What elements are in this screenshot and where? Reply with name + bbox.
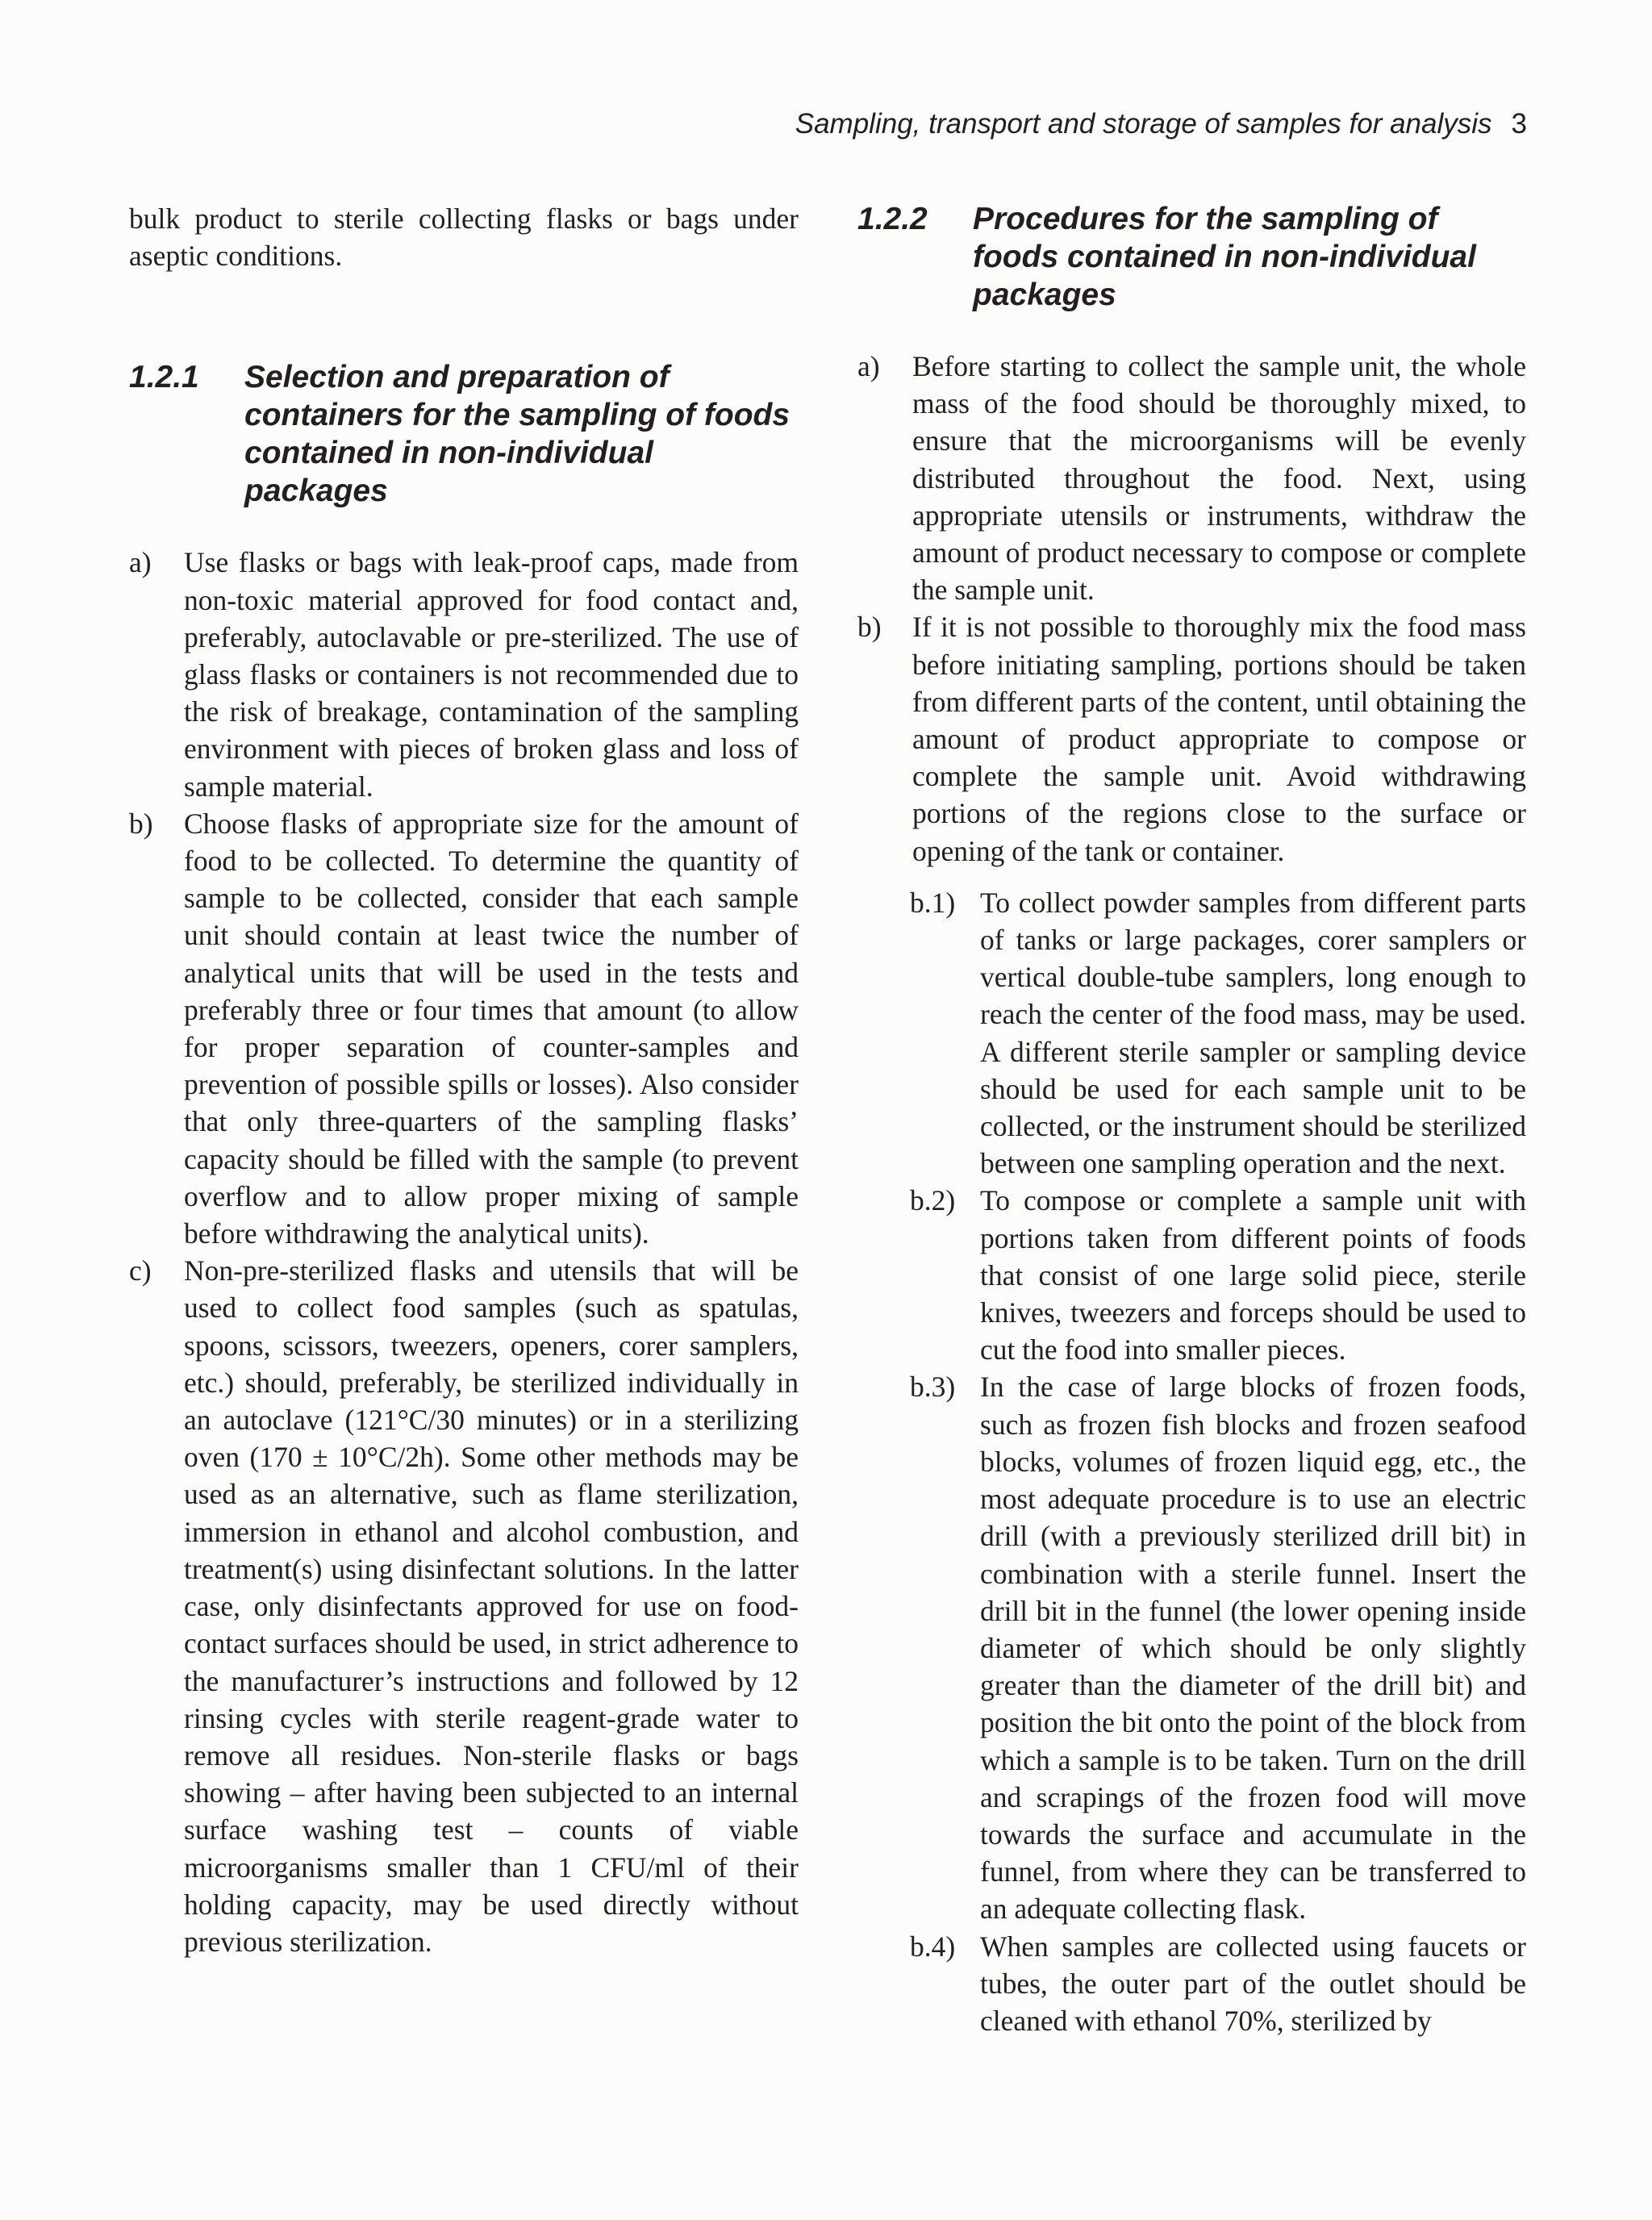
list-item <box>129 805 799 1252</box>
list-item-text: Non-pre-sterilized flasks and utensils that will be used to collect food samples (such as spatulas, spoons, scissors, tweezers, openers, corer samplers, etc.) should, preferably, be sterilized individually in an autoclave (121°C/30 minutes) or in a sterilizing oven (170 ± 10°C/2h). Some other methods may be used as an alternative, such as flame sterilization, immersion in ethanol and alcohol combustion, and treatment(s) using disinfectant solutions. In the latter case, only disinfectants approved for use on food-contact surfaces should be used, in strict adherence to the manufacturer’s instructions and followed by 12 rinsing cycles with sterile reagent-grade water to remove all residues. Non-sterile flasks or bags showing – after having been subjected to an internal surface washing test – counts of viable microorganisms smaller than 1 CFU/ml of their holding capacity, may be used directly without previous sterilization. <box>184 1254 799 1958</box>
running-head <box>795 108 1527 140</box>
list-item-text: Choose flasks of appropriate size for the amount of food to be collected. To determine the quantity of sample to be collected, consider that each sample unit should contain at least twice the number of analytical units that will be used in the tests and preferably three or four times that amount (to allow for proper separation of counter-samples and prevention of possible spills or losses). Also consider that only three-quarters of the sampling flasks’ capacity should be filled with the sample (to prevent overflow and to allow proper mixing of sample before withdrawing the analytical units). <box>184 807 799 1250</box>
sub-list-item-label: b.2) <box>910 1184 956 1217</box>
sub-list-item-text: When samples are collected using faucets or tubes, the outer part of the outlet should be cleaned with ethanol 70%, sterilized by <box>980 1930 1526 2037</box>
page-number: 3 <box>1511 108 1527 140</box>
section-number: 1.2.2 <box>857 202 928 236</box>
sub-list-item-label: b.4) <box>910 1930 956 1963</box>
sub-list-item-text: In the case of large blocks of frozen foods, such as frozen fish blocks and frozen seafood blocks, volumes of frozen liquid egg, etc., the most adequate procedure is to use an electric drill (with a previously sterilized drill bit) in combination with a sterile funnel. Insert the drill bit in the funnel (the lower opening inside diameter of which should be only slightly greater than the diameter of the drill bit) and position the bit onto the point of the block from which a sample is to be taken. Turn on the drill and scrapings of the frozen food will move towards the surface and accumulate in the funnel, from where they can be transferred to an adequate collecting flask. <box>980 1371 1526 1926</box>
section-heading-1-2-2 <box>857 200 1526 314</box>
list-item <box>129 1252 799 1960</box>
left-column <box>129 200 799 1960</box>
sub-list-item <box>910 1368 1526 1927</box>
list-item-text: Use flasks or bags with leak-proof caps, made from non-toxic material approved for food contact and, preferably, autoclavable or pre-sterilized. The use of glass flasks or containers is not recommended due to the risk of breakage, contamination of the sampling environment with pieces of broken glass and loss of sample material. <box>184 546 799 803</box>
list-item <box>857 348 1526 608</box>
section-title: Procedures for the sampling of foods contained in non-individual packages <box>973 202 1476 312</box>
continuation-paragraph: bulk product to sterile collecting flasks or bags under aseptic conditions. <box>129 202 799 273</box>
sub-list-item <box>910 1928 1526 2040</box>
running-head-title: Sampling, transport and storage of samples for analysis <box>795 108 1492 140</box>
sub-list-item-label: b.1) <box>910 886 956 919</box>
sub-list-item-text: To compose or complete a sample unit with portions taken from different points of foods that consist of one large solid piece, sterile knives, tweezers and forceps should be used to cut the food into smaller pieces. <box>980 1184 1526 1367</box>
section-heading-1-2-1 <box>129 358 799 510</box>
list-item-label: b) <box>129 807 153 840</box>
sub-list-item <box>910 1182 1526 1368</box>
sub-list-item-text: To collect powder samples from different parts of tanks or large packages, corer samplers or vertical double-tube samplers, long enough to reach the center of the food mass, may be used. A different sterile sampler or sampling device should be used for each sample unit to be collected, or the instrument should be sterilized between one sampling operation and the next. <box>980 886 1526 1180</box>
section-title: Selection and preparation of containers for the sampling of foods contained in non-individual packages <box>244 360 791 509</box>
list-item-label: a) <box>857 350 880 382</box>
list-item-label: c) <box>129 1254 152 1287</box>
list-item-text: Before starting to collect the sample unit, the whole mass of the food should be thoroughly mixed, to ensure that the microorganisms will be evenly distributed throughout the food. Next, using appropriate utensils or instruments, withdraw the amount of product necessary to compose or complete the sample unit. <box>912 350 1526 607</box>
list-item-label: a) <box>129 546 152 579</box>
list-item <box>129 544 799 804</box>
list-item <box>857 608 1526 869</box>
list-item-text: If it is not possible to thoroughly mix the food mass before initiating sampling, portions should be taken from different parts of the content, until obtaining the amount of product appropriate to compose or complete the sample unit. Avoid withdrawing portions of the regions close to the surface or opening of the tank or container. <box>912 611 1526 867</box>
sub-list-item <box>910 884 1526 1183</box>
sub-list-item-label: b.3) <box>910 1371 956 1404</box>
list-item-label: b) <box>857 611 882 644</box>
section-number: 1.2.1 <box>129 360 199 395</box>
right-column <box>857 200 1526 2039</box>
